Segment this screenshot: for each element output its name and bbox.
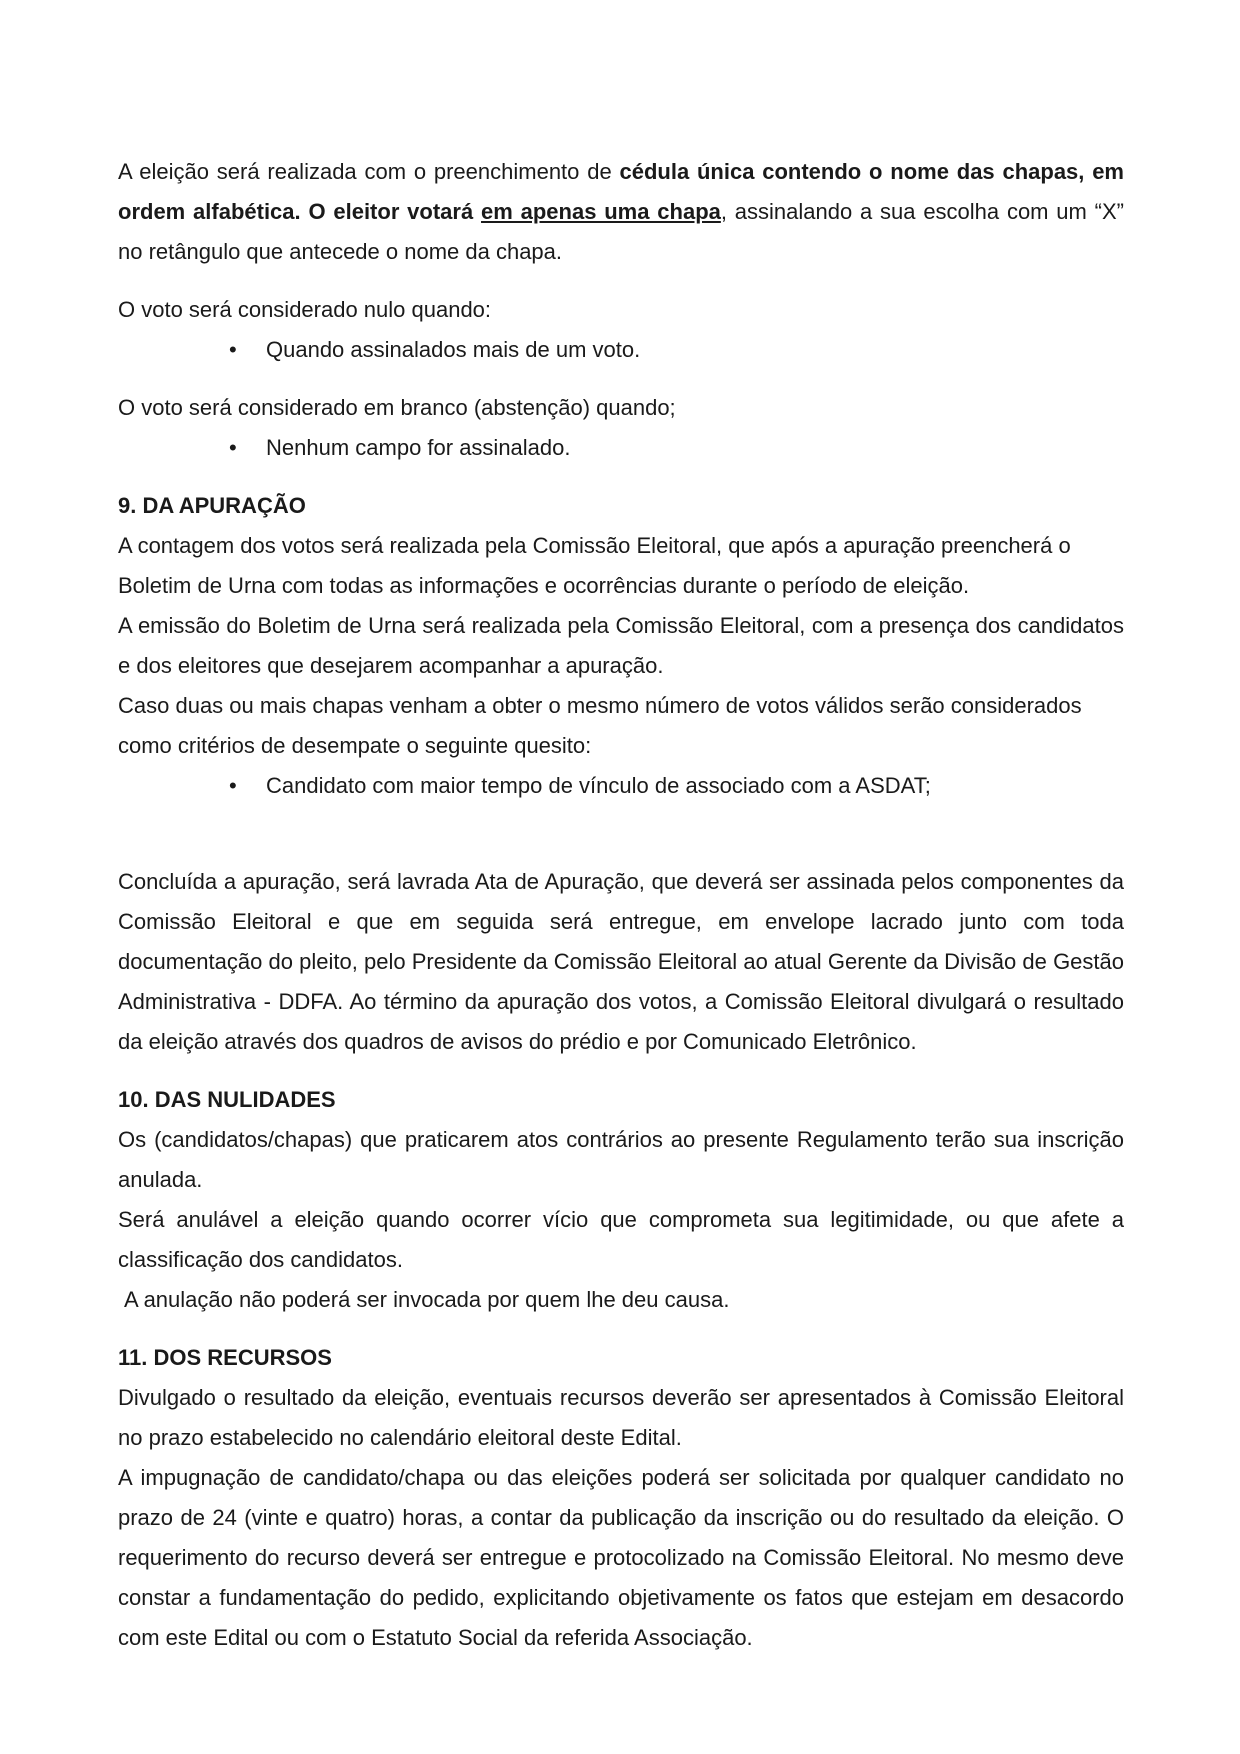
section-11-paragraph-2: A impugnação de candidato/chapa ou das eleições poderá ser solicitada por qualquer candidato no prazo de 24 (vinte e quatro) horas, a contar da publicação da inscrição ou do resultado da eleição. O requerimento do recurso deverá ser entregue e protocolizado na Comissão Eleitoral. No mesmo deve constar a fundamentação do pedido, explicitando objetivamente os fatos que estejam em desacordo com este Edital ou com o Estatuto Social da referida Associação.: [118, 1465, 1124, 1650]
blank-vote-lead: O voto será considerado em branco (abstenção) quando;: [118, 395, 676, 420]
list-item: • Quando assinalados mais de um voto.: [118, 330, 1124, 370]
tiebreak-list: [118, 766, 1124, 806]
intro-text: A eleição será realizada com o preenchimento de: [118, 159, 620, 184]
intro-bold-ballot: cédula única contendo o nome das chapas, em ordem alfabética: [118, 159, 1124, 224]
bullet-icon: •: [229, 337, 237, 362]
intro-bold-period: .: [294, 199, 309, 224]
intro-paragraph: [118, 152, 1124, 272]
bullet-icon: •: [229, 435, 237, 460]
section-10-paragraph-2: Será anulável a eleição quando ocorrer vício que comprometa sua legitimidade, ou que afete a classificação dos candidatos.: [118, 1207, 1124, 1272]
section-9-title: 9. DA APURAÇÃO: [118, 493, 306, 518]
bullet-icon: •: [229, 773, 237, 798]
intro-underlined-one-slate: em apenas uma chapa: [481, 199, 721, 224]
section-9-paragraph-4: Concluída a apuração, será lavrada Ata de Apuração, que deverá ser assinada pelos componentes da Comissão Eleitoral e que em seguida será entregue, em envelope lacrado junto com toda documentação do pleito, pelo Presidente da Comissão Eleitoral ao atual Gerente da Divisão de Gestão Administrativa - DDFA. Ao término da apuração dos votos, a Comissão Eleitoral divulgará o resultado da eleição através dos quadros de avisos do prédio e por Comunicado Eletrônico.: [118, 869, 1124, 1054]
list-item: • Nenhum campo for assinalado.: [118, 428, 1124, 468]
section-11-paragraph-1: Divulgado o resultado da eleição, eventuais recursos deverão ser apresentados à Comissão Eleitoral no prazo estabelecido no calendário eleitoral deste Edital.: [118, 1385, 1124, 1450]
section-9-paragraph-2: A emissão do Boletim de Urna será realizada pela Comissão Eleitoral, com a presença dos candidatos e dos eleitores que desejarem acompanhar a apuração.: [118, 613, 1124, 678]
section-9-paragraph-1: A contagem dos votos será realizada pela Comissão Eleitoral, que após a apuração preencherá o Boletim de Urna com todas as informações e ocorrências durante o período de eleição.: [118, 533, 1071, 598]
section-10-title: 10. DAS NULIDADES: [118, 1087, 336, 1112]
null-vote-list: [118, 330, 1124, 370]
intro-bold-voter: O eleitor votará: [308, 199, 482, 224]
section-9-paragraph-3: Caso duas ou mais chapas venham a obter o mesmo número de votos válidos serão considerados como critérios de desempate o seguinte quesito:: [118, 693, 1082, 758]
section-11-title: 11. DOS RECURSOS: [118, 1345, 332, 1370]
section-10-paragraph-1: Os (candidatos/chapas) que praticarem atos contrários ao presente Regulamento terão sua inscrição anulada.: [118, 1127, 1124, 1192]
blank-vote-list: [118, 428, 1124, 468]
null-vote-lead: O voto será considerado nulo quando:: [118, 297, 492, 322]
intro-text-end: , assinalando a sua escolha com um “X” no retângulo que antecede o nome da chapa.: [118, 199, 1124, 264]
list-item: • Candidato com maior tempo de vínculo de associado com a ASDAT;: [118, 766, 1124, 806]
document-page: [118, 152, 1124, 1658]
section-10-paragraph-3: A anulação não poderá ser invocada por quem lhe deu causa.: [124, 1287, 730, 1312]
